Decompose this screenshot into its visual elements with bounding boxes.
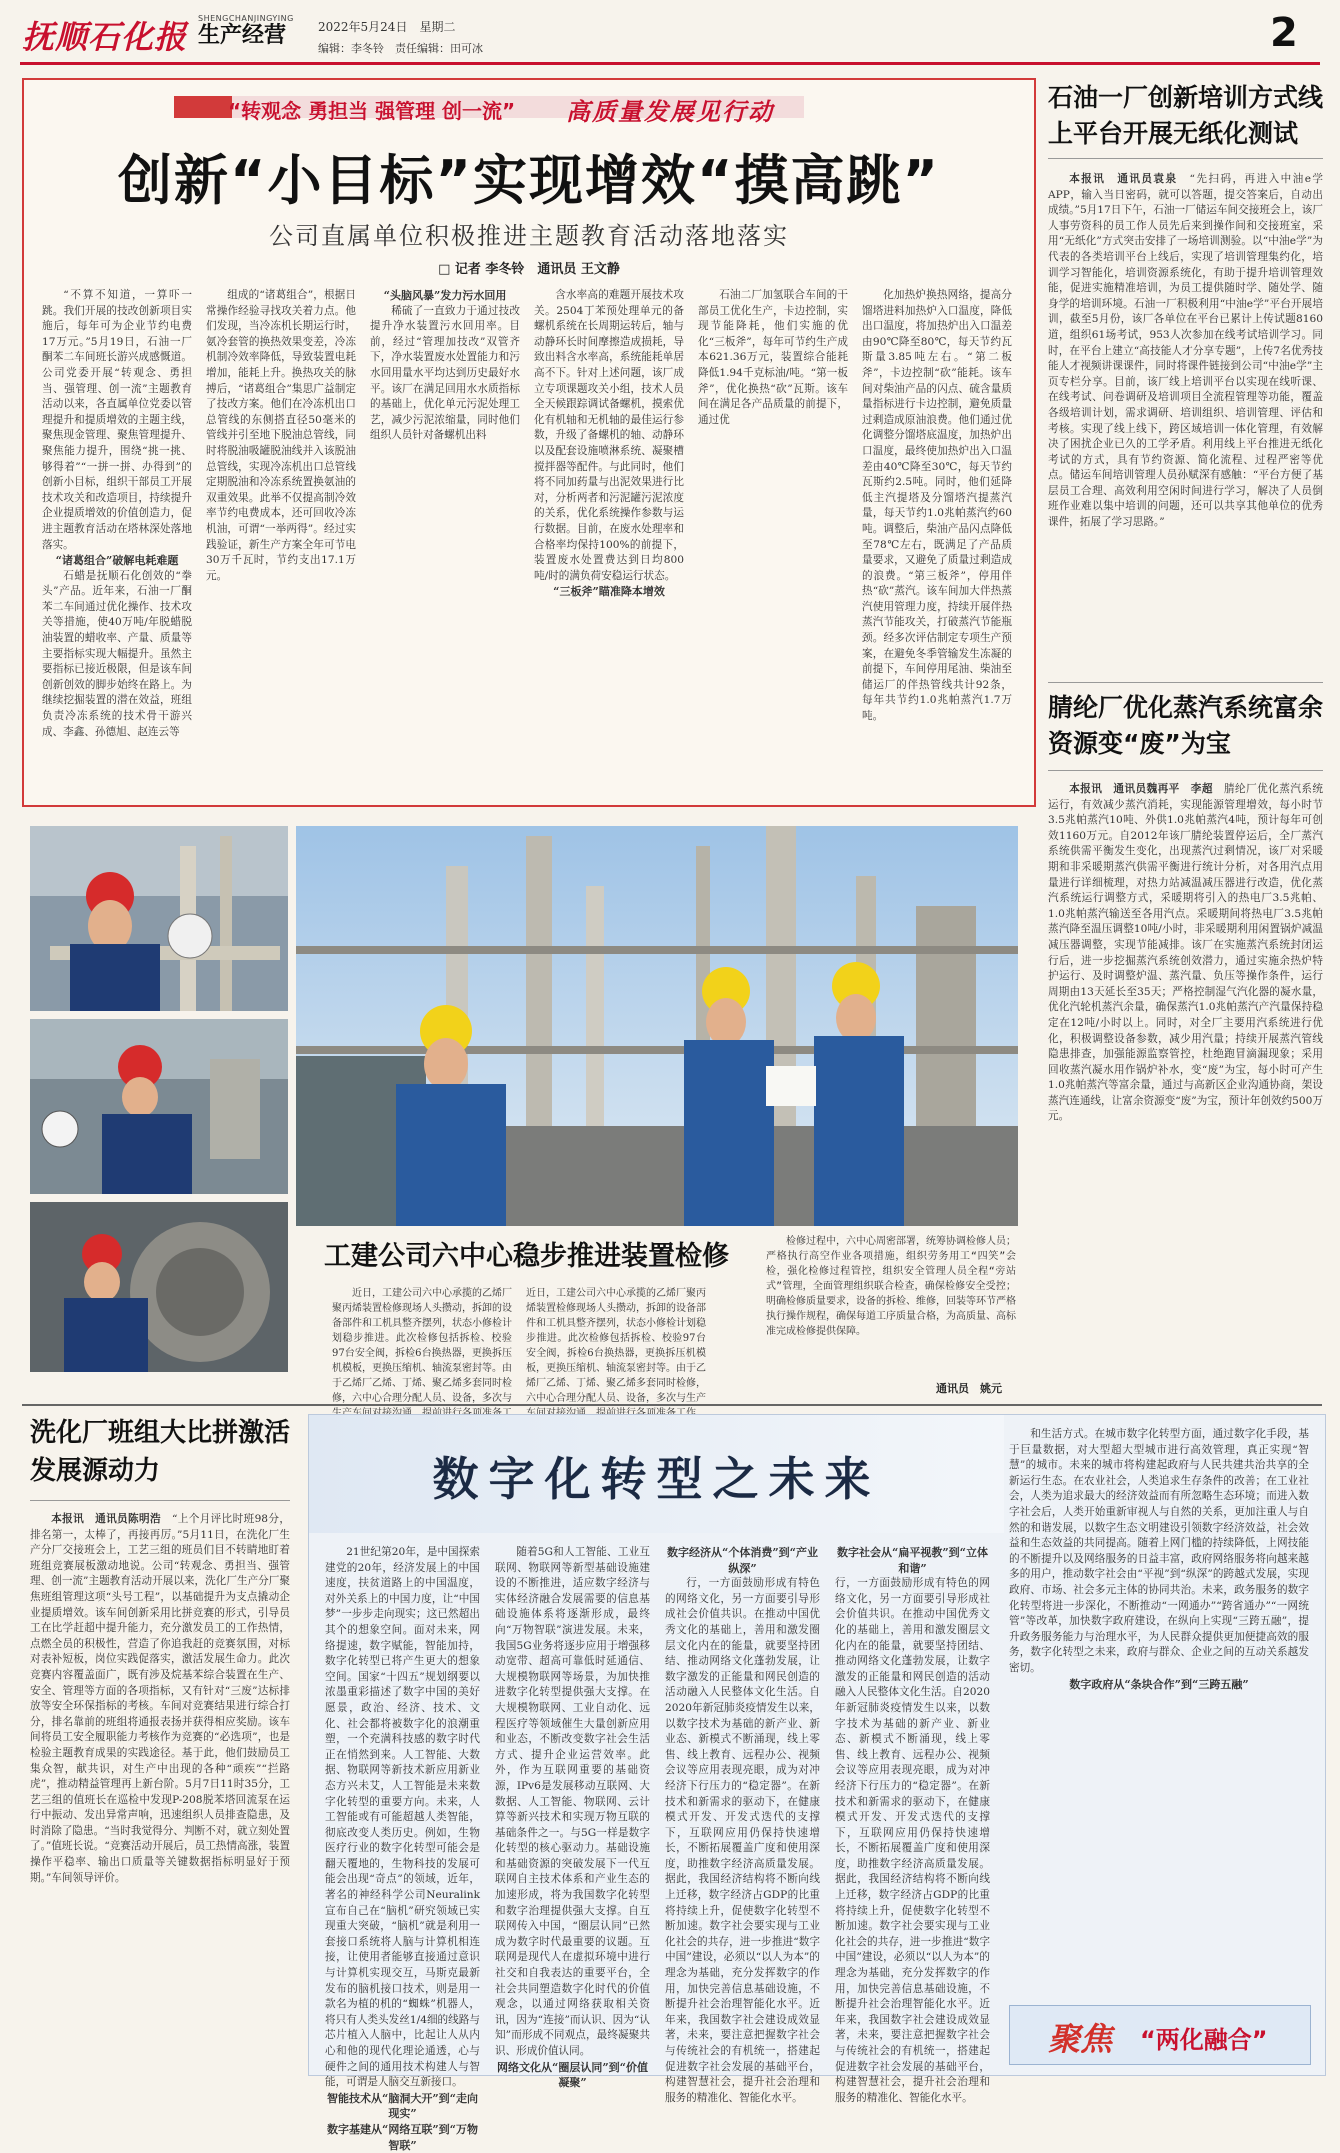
lead-para-7: 化加热炉换热网络，提高分馏塔进料加热炉入口温度，降低出口温度，将加热炉出入口温差由90℃降至80℃，每天节约瓦斯量3.85吨左右。“第二板斧”，卡边控制“砍”能耗。该车间对柴油产品的闪点、硫含量质量指标进行卡边控制，避免质量过剩造成原油浪费。他们通过优化调整分馏塔底温度，加热炉出口温度，最终使加热炉出入口温差由40℃降至30℃，每天节约瓦斯约2.5吨。同时，他们延降低主汽提塔及分馏塔汽提蒸汽量，每天节约1.0兆帕蒸汽约60吨。调整后，柴油产品闪点降低至78℃左右，既满足了产品质量要求，又避免了质量过剩造成的浪费。“第三板斧”，停用伴热“砍”蒸汽。该车间加大伴热蒸汽使用管理力度，持续开展伴热蒸汽节能攻关，打破蒸汽节能瓶颈。经多次评估制定专项生产预案，在避免冬季管输发生冻凝的前提下，车间停用尾油、柴油至储运厂的伴热管线共计92条，每年共节约1.0兆帕蒸汽1.7万吨。 <box>862 289 1012 723</box>
lead-col-4 <box>534 288 684 793</box>
feature-para-3: 行，一方面鼓励形成有特色的网络文化，另一方面要引导形成社会价值共识。在推动中国优秀文化的基础上，善用和激发圈层文化内在的能量，就要坚持团结、推动网络文化蓬勃发展，让数字激发的正能量和网民创造的活动融入人民整体文化生活。自2020年新冠肺炎疫情发生以来，以数字技术为基础的新产业、新业态、新模式不断涌现，线上零售、线上教育、远程办公、视频会议等应用表现亮眼，成为对冲经济下行压力的“稳定器”。在新技术和新需求的驱动下，在健康模式开发、开发式迭代的支撑下，互联网应用仍保持快速增长，不断拓展覆盖广度和使用深度，助推数字经济高质量发展。据此，我国经济结构将不断向线上迁移，数字经济占GDP的比重将持续上升，促使数字化转型不断加速。数字社会要实现与工业化社会的共存，进一步推进“数字中国”建设，必须以“以人为本”的理念为基础，充分发挥数字的作用，加快完善信息基础设施，不断提升社会治理智能化水平。近年来，我国数字社会建设成效显著，未来，要注意把握数字社会与传统社会的有机统一，搭建起促进数字社会发展的基础平台，构建智慧社会，提升社会治理和服务的精准化、智能化水平。 <box>665 1577 820 2104</box>
page-number: 2 <box>1270 10 1298 56</box>
lead-para-1: “不算不知道，一算吓一跳。我们开展的技改创新项目实施后，每年可为企业节约电费17万元。”5月19日，石油一厂酮苯二车间班长游兴成感慨道。公司党委开展“转观念、勇担当、强管理、创一流”主题教育活动以来，各直属单位党委以管理提升和提质增效的主题主线，聚焦现金管理、聚焦管理提升、聚焦能力提升，围绕“挑一挑、够得着”“一拼一拼、办得到”的创新小目标，组织干部员工开展技术攻关和改造项目，持续提升企业提质增效的价值创造力，促进主题教育活动在塔林深处落地落实。 <box>42 289 192 551</box>
left-bottom-story <box>30 1414 290 2074</box>
lead-subhead-2: “头脑风暴”发力污水回用 <box>383 289 507 302</box>
photo-story-col-1 <box>332 1286 512 1404</box>
banner-left-tab <box>174 96 232 118</box>
photo-story-text-1: 近日，工建公司六中心承揽的乙烯厂聚丙烯装置检修现场人头攒动，拆卸的设备部件和工机具整齐摆列，状态小修检计划稳步推进。此次检修包括拆检、校验97台安全阀，拆检6台换热器，更换拆压机模板，更换压缩机、轴流泵密封等。由于乙烯厂乙烯、丁烯、聚乙烯多套同时检修，六中心合理分配人员、设备，多次与 <box>332 1288 512 1404</box>
banner-slogan: “转观念 勇担当 强管理 创一流” <box>228 99 516 123</box>
masthead-rule <box>20 62 1320 65</box>
rule <box>1048 770 1323 771</box>
feature-subhead-5: 数字社会从“扁平视教”到“立体和谐” <box>837 1546 988 1575</box>
photo-story-title: 工建公司六中心稳步推进装置检修 <box>324 1241 729 1272</box>
photo-story-text-3: 检修过程中，六中心周密部署，统筹协调检修人员；严格执行高空作业各项措施，组织劳务用工“四笑”会检，强化检修过程管控，组织安全管理人员全程“旁站式”管理，全面管理组织联合检查，确保检修安全受控；明确检修质量要求，设备的拆检、维修，回装等环节严格执行操作规程，确保每道工序质量合格，为高质量、高标准完成检修提供保障。 <box>766 1236 1016 1337</box>
photo-worker-machine <box>30 1202 288 1372</box>
photo-story-text-2: 近日，工建公司六中心承揽的乙烯厂聚丙烯装置检修现场人头攒动，拆卸的设备部件和工机具整齐摆列，状态小修检计划稳步推进。此次检修包括拆检、校验97台安全阀，拆检6台换热器，更换拆压机模板，更换压缩机、轴流泵密封等。由于乙烯厂乙烯、丁烯、聚乙烯多套同时检修，六中心合理分配人员、设备，多次与生产 <box>526 1288 706 1404</box>
banner-calligraphy: 高质量发展见行动 <box>566 97 774 126</box>
issue-date: 2022年5月24日 星期二 <box>318 20 456 34</box>
left-bottom-title: 洗化厂班组大比拼激活发展源动力 <box>30 1418 291 1486</box>
feature-title: 数字化转型之未来 <box>432 1452 881 1506</box>
feature-col-4 <box>835 1545 990 2104</box>
masthead <box>0 0 1340 64</box>
feature-para-2: 随着5G和人工智能、工业互联网、物联网等新型基础设施建设的不断推进，适应数字经济与实体经济融合发展需要的信息基础设施体系将逐渐形成，最终向“万物智联”演进发展。未来，我国5G业务将逐步应用于增强移动宽带、超高可靠低时延通信、大规模物联网等场景，为加快推进数字化转型提供强大支撑。在大规模物联网、工业自动化、远程医疗等领域催生大量创新应用和业态，不断改变数字社会生活方式、提升企业运营效率。此外，作为互联网重要的基础资源，IPv6是发展移动互联网、大数据、人工智能、物联网、云计算等新兴技术和实现万物互联的基础条件之一。与5G一样是数字化转型的核心驱动力。基础设施和基础资源的突破发展下一代互联网自主技术体系和产业生态的加速形成，将为我国数字化转型和数字治理提供强大支撑。自互联网传入中国，“圈层认同”已然成为数字时代最重要的议题。互联网是现代人在虚拟环境中进行社交和自我表达的重要平台，全社会共同塑造数字化时代的价值观念，以通过网络获取相关资讯，因为“连接”而认识、因为“认知”而形成不同观点，最终凝聚共识、形成价值认同。 <box>495 1546 650 2057</box>
feature-box <box>308 1414 1326 2152</box>
photo-story-col-3 <box>766 1234 1016 1392</box>
lead-para-5: 含水率高的难题开展技术攻关。2504丁苯预处理单元的备螺机系统在长周期运转后，轴与动静环长时间摩擦造成损耗，导致出料含水率高，系统能耗单居高不下。针对上述问题，该厂成立专项课题攻关小组，技术人员全天候跟踪调试备螺机，摸索优化有机轴和无机轴的最佳运行参数，升级了备螺机的轴、动静环以及配套设施喷淋系统、凝聚槽搅拌器等配件。与此同时，他们将不同加药量与出泥效果进行比对，分析两者和污泥罐污泥浓度的关系，优化系统操作参数与运行数据。目前，在废水处理率和合格率均保持100%的前提下，装置废水处置费达到日均800吨/时的满负荷安稳运行状态。 <box>534 289 684 582</box>
feature-col-2 <box>495 1545 650 2090</box>
lead-story-box <box>22 78 1036 807</box>
rule <box>1048 158 1323 159</box>
lead-subheadline: 公司直属单位积极推进主题教育活动落地落实 <box>269 222 789 250</box>
right-story-1-body <box>1048 172 1323 676</box>
ad-word-2: “两化融合” <box>1140 2026 1268 2054</box>
campaign-banner <box>174 90 874 130</box>
rule <box>30 1500 290 1501</box>
ad-banner <box>1009 2005 1311 2065</box>
photo-story-byline: 通讯员 姚元 <box>936 1382 1002 1395</box>
ad-word-1: 聚焦 <box>1048 2020 1113 2058</box>
feature-para-4: 行，一方面鼓励形成有特色的网络文化，另一方面要引导形成社会价值共识。在推动中国优秀文化的基础上，善用和激发圈层文化内在的能量，就要坚持团结、推动网络文化蓬勃发展，让数字激发的正能量和网民创造的活动融入人民整体文化生活。自2020年新冠肺炎疫情发生以来，以数字技术为基础的新产业、新业态、新模式不断涌现，线上零售、线上教育、远程办公、视频会议等应用表现亮眼，成为对冲经济下行压力的“稳定器”。在新技术和新需求的驱动下，在健康模式开发、开发式迭代的支撑下，互联网应用仍保持快速增长，不断拓展覆盖广度和使用深度，助推数字经济高质量发展。据此，我国经济结构将不断向线上迁移，数字经济占GDP的比重将持续上升，促使数字化转型不断加速。数字社会要实现与工业化社会的共存，进一步推进“数字中国”建设，必须以“以人为本”的理念为基础，充分发挥数字的作用，加快完善信息基础设施，不断提升社会治理智能化水平。近年来，我国数字社会建设成效显著，未来，要注意把握数字社会与传统社会的有机统一，搭建起促进数字社会发展的基础平台，构建智慧社会，提升社会治理和服务的精准化、智能化水平。 <box>835 1577 990 2104</box>
feature-subhead-1: 智能技术从“脑洞大开”到“走向现实” <box>327 2091 478 2121</box>
section-tag <box>198 14 294 49</box>
right-story-1-title: 石油一厂创新培训方式线上平台开展无纸化测试 <box>1048 83 1324 148</box>
right-story-2-body <box>1048 782 1323 1400</box>
feature-subhead-6: 数字政府从“条块合作”到“三跨五融” <box>1069 1677 1249 1691</box>
lead-subhead-3: “三板斧”瞄准降本增效 <box>553 585 665 599</box>
lead-para-3: 组成的“诸葛组合”，根据日常操作经验寻找攻关着力点。他们发现，当冷冻机长期运行时，氨冷套管的换热效果变差，冷冻机制冷效率降低，导致装置电耗增加，能耗上升。换热攻关的脉搏后，“诸葛组合”集思广益制定了技改方案。他们在冷冻机出口总管线的东侧搭直径50毫米的管线并引至地下脱油总管线，同时将脱油吸罐脱油线并入该脱油总管线，实现冷冻机出口总管线定期脱油和冷冻系统置换氨油的双重效果。此举不仅提高制冷效率节约电费成本，还可回收冷冻机油，可谓“一举两得”。经过实践验证，新生产方案全年可节电30万千瓦时，节约支出17.1万元。 <box>206 289 356 582</box>
photo-story <box>296 1230 1026 1404</box>
left-bottom-byline: 本报讯 通讯员陈明浩 <box>51 1513 161 1525</box>
section-pinyin: SHENGCHANJINGYING <box>198 14 294 23</box>
lead-headline: 创新“小目标”实现增效“摸高跳” <box>118 149 940 212</box>
feature-subhead-2: 数字基建从“网络互联”到“万物智联” <box>327 2122 478 2152</box>
left-bottom-text: “上个月评比时班98分，排名第一，太棒了，再接再厉。”5月11日，在洗化厂生产分厂交接班会上，工艺三组的班员们目不转睛地盯着班组竞赛展板激动地说。公司“转观念、勇担当、强管理、创一流”主题教育活动开展以来，洗化厂生产分厂聚焦班组管理这项“头号工程”，以基础提升为支点撬动企业提质增效。该车间创新采用比拼竞赛的形式，引导员工在比学赶超中提升能力，充分激发员工的工作热情，点燃全员的积极性，营造了你追我赶的竞赛氛围，对标对表补短板，岗位实践促落实，激活发展生命力。此次竞赛内容覆盖面广，既有涉及烷基苯综合装置在生产、安全、管理等方面的各项指标，又有针对“三废”达标排放等安全环保指标的考核。车间对竞赛结果进行综合打分，排名靠前的班组将通报表扬并获得相应奖励。该车间将员工安全履职能力考核作为竞赛的“必选项”，也是检验主题教育成果的实践途径。基于此，他们鼓励员工集众智，献共识，对生产中出现的各种“顽疾”“拦路虎”，推动精益管理再上新台阶。5月7日11时35分，工艺三组的值班长在巡检中发现P-208脱苯塔回流泵在运行中振动、发出异常声响，迅速组织人员排查隐患，及时消除了隐患。“当时我觉得分、判断不对，就立刻处置了。”值班长说。“竞赛活动开展后，员工热情高涨，装置操作平稳率、输出口质量等关键数据指标明显好于预期。”车间领导评价。 <box>30 1513 291 1884</box>
rule <box>1048 682 1323 683</box>
feature-col-3 <box>665 1545 820 2104</box>
feature-col-1 <box>325 1545 480 2152</box>
newspaper-logo: 抚顺石化报 <box>22 18 188 56</box>
feature-para-1: 21世纪第20年，是中国探索建党的20年，经济发展上的中国速度，扶贫道路上的中国温度，对外关系上的中国力度，让“中国梦”一步步走向现实；这已然超出其个的想象空间。面对未来，网络提速，数字赋能，智能加持，数字化转型已将产生更大的想象空间。国家“十四五”规划纲要以浓墨重彩描述了数字中国的美好愿景，政治、经济、技术、文化、社会都将被数字化的浪潮重塑，一个充满科技感的数字时代正在悄然到来。人工智能、大数据、物联网等新技术新应用新业态方兴未艾，人工智能是未来数字化转型的重要方向。未来，人工智能或有可能超越人类智能，彻底改变人类历史。例如，生物医疗行业的数字化转型可能会是翻天覆地的，生物科技的发展可能会出现“奇点”的领域，近年，著名的神经科学公司Neuralink宣布自己在“脑机”研究领域已实现重大突破，“脑机”就是利用一套接口系统将人脑与计算机相连接，让使用者能够直接通过意识与计算机实现交互，马斯克最新发布的脑机接口技术，则是用一款名为植的机的“蜘蛛”机器人，将只有人类头发丝1/4细的线路与芯片植入人脑中，比起让人从内心和他的现代化理论通透，心与硬件之间的通用技术构建人与智能，可谓是人脑交互新接口。 <box>325 1546 480 2089</box>
section-name: 生产经营 <box>198 23 287 48</box>
lead-para-6: 石油二厂加氢联合车间的干部员工优化生产，卡边控制，实现节能降耗，他们实施的优化“三板斧”，每年可节约生产成本621.36万元，装置综合能耗降低1.94千克标油/吨。“第一板斧”，优化换热“砍”瓦斯。该车间在满足各产品质量的前提下，通过优 <box>698 289 848 426</box>
feature-col-5 <box>1009 1427 1309 1992</box>
lead-col-5 <box>698 288 848 793</box>
editors: 编辑：李冬铃 责任编辑：田可冰 <box>318 42 483 55</box>
lead-col-6 <box>862 288 1012 793</box>
photo-main-plant <box>296 826 1018 1226</box>
lead-subhead-1: “诸葛组合”破解电耗难题 <box>55 554 179 568</box>
left-bottom-body <box>30 1512 290 2072</box>
right-story-2-title: 腈纶厂优化蒸汽系统富余资源变“废”为宝 <box>1048 693 1324 758</box>
photo-worker-pipes <box>30 826 288 1011</box>
photo-story-col-2 <box>526 1286 706 1404</box>
rule <box>22 1404 1322 1406</box>
photo-worker-gauges <box>30 1019 288 1194</box>
right-story-2 <box>1048 690 1323 1402</box>
feature-subhead-4: 数字经济从“个体消费”到“产业纵深” <box>667 1546 818 1575</box>
feature-subhead-3: 网络文化从“圈层认同”到“价值凝聚” <box>497 2060 648 2090</box>
lead-col-1 <box>42 288 192 793</box>
right-story-2-byline: 本报讯 通讯员魏再平 李超 <box>1069 783 1213 795</box>
lead-col-3 <box>370 288 520 793</box>
lead-para-4: 稀硫了一直致力于通过技改提升净水装置污水回用率。目前，经过“管理加技改”双管齐下，净水装置废水处置能力和污水回用量水平均达到历史最好水平。该厂在满足回用水水质指标的基础上，优化单元污泥处理工艺，减少污泥浓缩量，同时他们组织人员针对备螺机出料 <box>370 304 520 442</box>
lead-byline: □ 记者 李冬铃 通讯员 王文静 <box>438 262 620 277</box>
right-story-2-text: 腈纶厂优化蒸汽系统运行，有效减少蒸汽消耗，实现能源管理增效，每小时节3.5兆帕蒸汽10吨、外供1.0兆帕蒸汽4吨，预计每年可创效1160万元。自2012年该厂腈纶装置停运后，全厂蒸汽系统供需平衡发生变化，出现蒸汽过剩情况，该厂对采暖期和非采暖期蒸汽供需平衡进行统计分析，对各用汽点用量进行详细梳理，对热力站减温减压器进行改造，优化蒸汽系统运行调整方式，采暖期将引入的热电厂3.5兆帕、1.0兆帕蒸汽输送至各用汽点。采暖期间将热电厂3.5兆帕蒸汽降至温压调整10吨/小时，非采暖期利用闲置锅炉减温减压器调整，实现节能减排。该厂在实施蒸汽系统封闭运行后，进一步挖掘蒸汽系统创效潜力，通过实施余热炉特护运行、及时调整炉温、蒸汽量、负压等操作条件，运行周期由13天延长至35天；严格控制湿气汽化器的凝水量，优化汽轮机蒸汽余量，确保蒸汽1.0兆帕蒸汽产汽量保持稳定在12吨/小时以上。同时，对全厂主要用汽系统进行优化，积极调整设备参数，减少用汽量；持续开展蒸汽管线隐患排查，加强能源监察管控，杜绝跑冒滴漏现象；采用回收蒸汽凝水用作锅炉补水，变“废”为宝，每小时可产生1.0兆帕蒸汽等富余量，通过与高新区企业沟通协商，架设蒸汽连通线，让富余资源变“废”为宝，预计年创效约500万元。 <box>1048 783 1324 1123</box>
lead-para-2: 石蜡是抚顺石化创效的“拳头”产品。近年来，石油一厂酮苯二车间通过优化操作、技术攻关等措施，使40万吨/年脱蜡脱油装置的蜡收率、产量、质量等主要指标实现大幅提升。虽然主要指标已接近极限，但是该车间创新创效的脚步始终在路上。为继续挖掘装置的潜在效益，班组负责冷冻系统的技术骨干游兴成、李鑫、孙德旭、赵连云等 <box>42 569 192 738</box>
feature-para-5: 和生活方式。在城市数字化转型方面，通过数字化手段，基于巨量数据，对大型超大型城市进行高效管理，真正实现“智慧”的城市。未来的城市将构建起政府与人民共建共治共享的全新运行生态。在农业社会，人类追求生存条件的改善；在工业社会，人类为追求最大的经济效益而有所忽略生态环境；而进入数字社会后，人类开始重新审视人与自然的关系，更加注重人与自然的和谐发展，以数字生态文明建设引领数字经济效益，社会效益和生态效益的共同提高。随着上网门槛的持续降低，上网技能的不断提升以及网络服务的日益丰富，政府网络服务将向越来越多的用户，推动数字社会由“平视”到“纵深”的跨越式发展，实现政府、市场、社会多元主体的协同共治。未来，政务服务的数字化转型将进一步深化，不断推动“一网通办”“跨省通办”“一网统管”等改革，加快数字政府建设，在纵向上实现“三跨五融”，提升政务服务能力与治理水平，为人民群众提供更加便捷高效的服务，数字化转型之未来，政府与群众、企业之间的互动关系越发密切。 <box>1009 1428 1309 1674</box>
right-story-1 <box>1048 80 1323 680</box>
lead-col-2 <box>206 288 356 793</box>
right-story-1-text: “先扫码，再进入中油e学APP，输入当日密码，就可以答题，提交答案后，自动出成绩。”5月17日下午，石油一厂储运车间交接班会上，该厂人事劳资科的员工作人员先后来到操作间和交接班室，采用“无纸化”方式突击安排了一场培训测验。以“中油e学”为代表的各类培训平台上线后，实现了培训管理集约化，培训学习智能化，培训资源系统化，有助于提升培训管理效能，促进实施精准培训，为员工提供随时学、随处学、随身学的培训环境。石油一厂积极利用“中油e学”平台开展培训，截至5月份，该厂各单位在平台已累计上传试题8160道，组织61场考试，953人次参加在线考试培训学习。同时，在平台上建立“高技能人才分享专题”，上传7名优秀技能人才视频讲课课件，同时将课件链接到公司“中油e学”主页专栏分享。目前，该厂线上培训平台以实现在线听课、在线考试、问卷调研及培训项目全流程管理等功能，覆盖各级培训计划，需求调研、培训组织、培训管理、评估和考核。实现了线上线下，跨区域培训一体化管理，有效解决了困扰企业已久的工学矛盾。利用线上平台推进无纸化考试的方式，具有节约资源、简化流程、过程严密等优点。储运车间培训管理人员孙赋深有感触：“平台方便了基层员工合理、高效利用空闲时间进行学习，解决了人员倒班作业难以集中培训的问题，还可以共享其他单位的优秀课件，拓展了学习思路。” <box>1048 173 1324 529</box>
right-story-1-byline: 本报讯 通讯员袁泉 <box>1069 173 1178 185</box>
